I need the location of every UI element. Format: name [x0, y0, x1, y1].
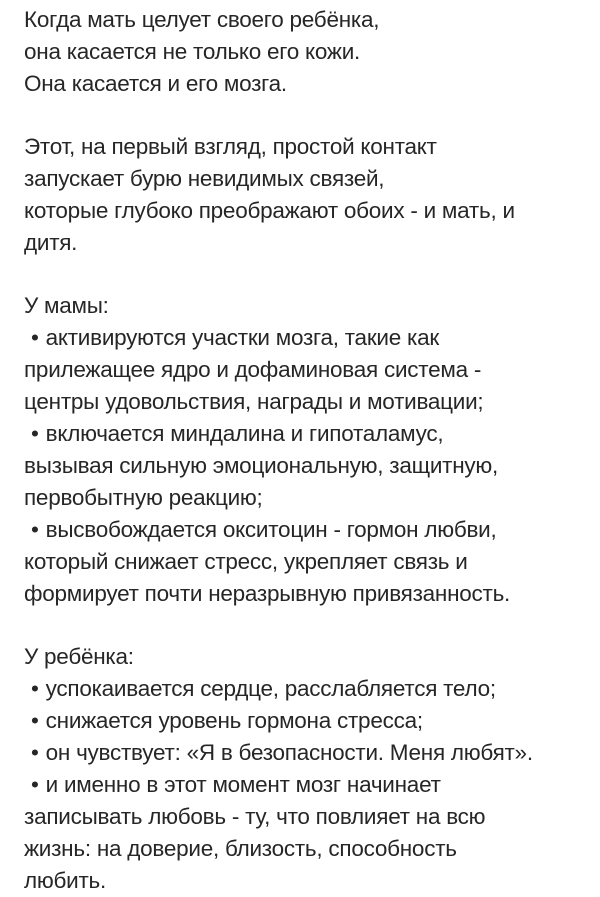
text-line: она касается не только его кожи.	[24, 39, 361, 64]
bullet-icon: •	[31, 517, 39, 542]
list-item	[24, 673, 594, 705]
mother-section	[24, 290, 594, 610]
text-line: центры удовольствия, награды и мотивации;	[24, 389, 484, 414]
text-line: формирует почти неразрывную привязанность.	[24, 581, 511, 606]
list-item-text: включается миндалина и гипоталамус,	[45, 421, 444, 446]
intro-paragraph	[24, 4, 594, 100]
text-line: Когда мать целует своего ребёнка,	[24, 7, 380, 32]
text-line: жизнь: на доверие, близость, способность	[24, 836, 457, 861]
bullet-icon: •	[31, 325, 39, 350]
list-item-text: успокаивается сердце, расслабляется тело;	[45, 676, 496, 701]
list-item	[24, 769, 594, 897]
list-item	[24, 514, 594, 610]
list-item	[24, 737, 594, 769]
list-item-text: снижается уровень гормона стресса;	[45, 708, 423, 733]
list-item-text: он чувствует: «Я в безопасности. Меня любят».	[45, 740, 533, 765]
bullet-icon: •	[31, 708, 39, 733]
list-item-text: активируются участки мозга, такие как	[45, 325, 439, 350]
bullet-icon: •	[31, 772, 39, 797]
text-line: первобытную реакцию;	[24, 485, 263, 510]
list-item-text: и именно в этот момент мозг начинает	[45, 772, 441, 797]
text-line: Она касается и его мозга.	[24, 71, 287, 96]
second-paragraph	[24, 131, 594, 259]
text-line: прилежащее ядро и дофаминовая система -	[24, 357, 482, 382]
list-item	[24, 322, 594, 418]
list-item-text: высвобождается окситоцин - гормон любви,	[45, 517, 497, 542]
list-item	[24, 705, 594, 737]
section-heading: У ребёнка:	[24, 644, 134, 669]
text-line: записывать любовь - ту, что повлияет на всю	[24, 804, 486, 829]
child-section	[24, 641, 594, 897]
text-line: Этот, на первый взгляд, простой контакт	[24, 134, 437, 159]
text-line: которые глубоко преображают обоих - и мать, и	[24, 198, 515, 223]
text-line: вызывая сильную эмоциональную, защитную,	[24, 453, 499, 478]
text-line: дитя.	[24, 230, 78, 255]
list-item	[24, 418, 594, 514]
paragraph-gap	[24, 610, 594, 641]
section-heading: У мамы:	[24, 293, 109, 318]
paragraph-gap	[24, 259, 594, 290]
article-text	[24, 4, 594, 897]
paragraph-gap	[24, 100, 594, 131]
bullet-icon: •	[31, 421, 39, 446]
text-line: запускает бурю невидимых связей,	[24, 166, 385, 191]
text-line: который снижает стресс, укрепляет связь и	[24, 549, 468, 574]
bullet-icon: •	[31, 740, 39, 765]
bullet-icon: •	[31, 676, 39, 701]
text-line: любить.	[24, 868, 106, 893]
